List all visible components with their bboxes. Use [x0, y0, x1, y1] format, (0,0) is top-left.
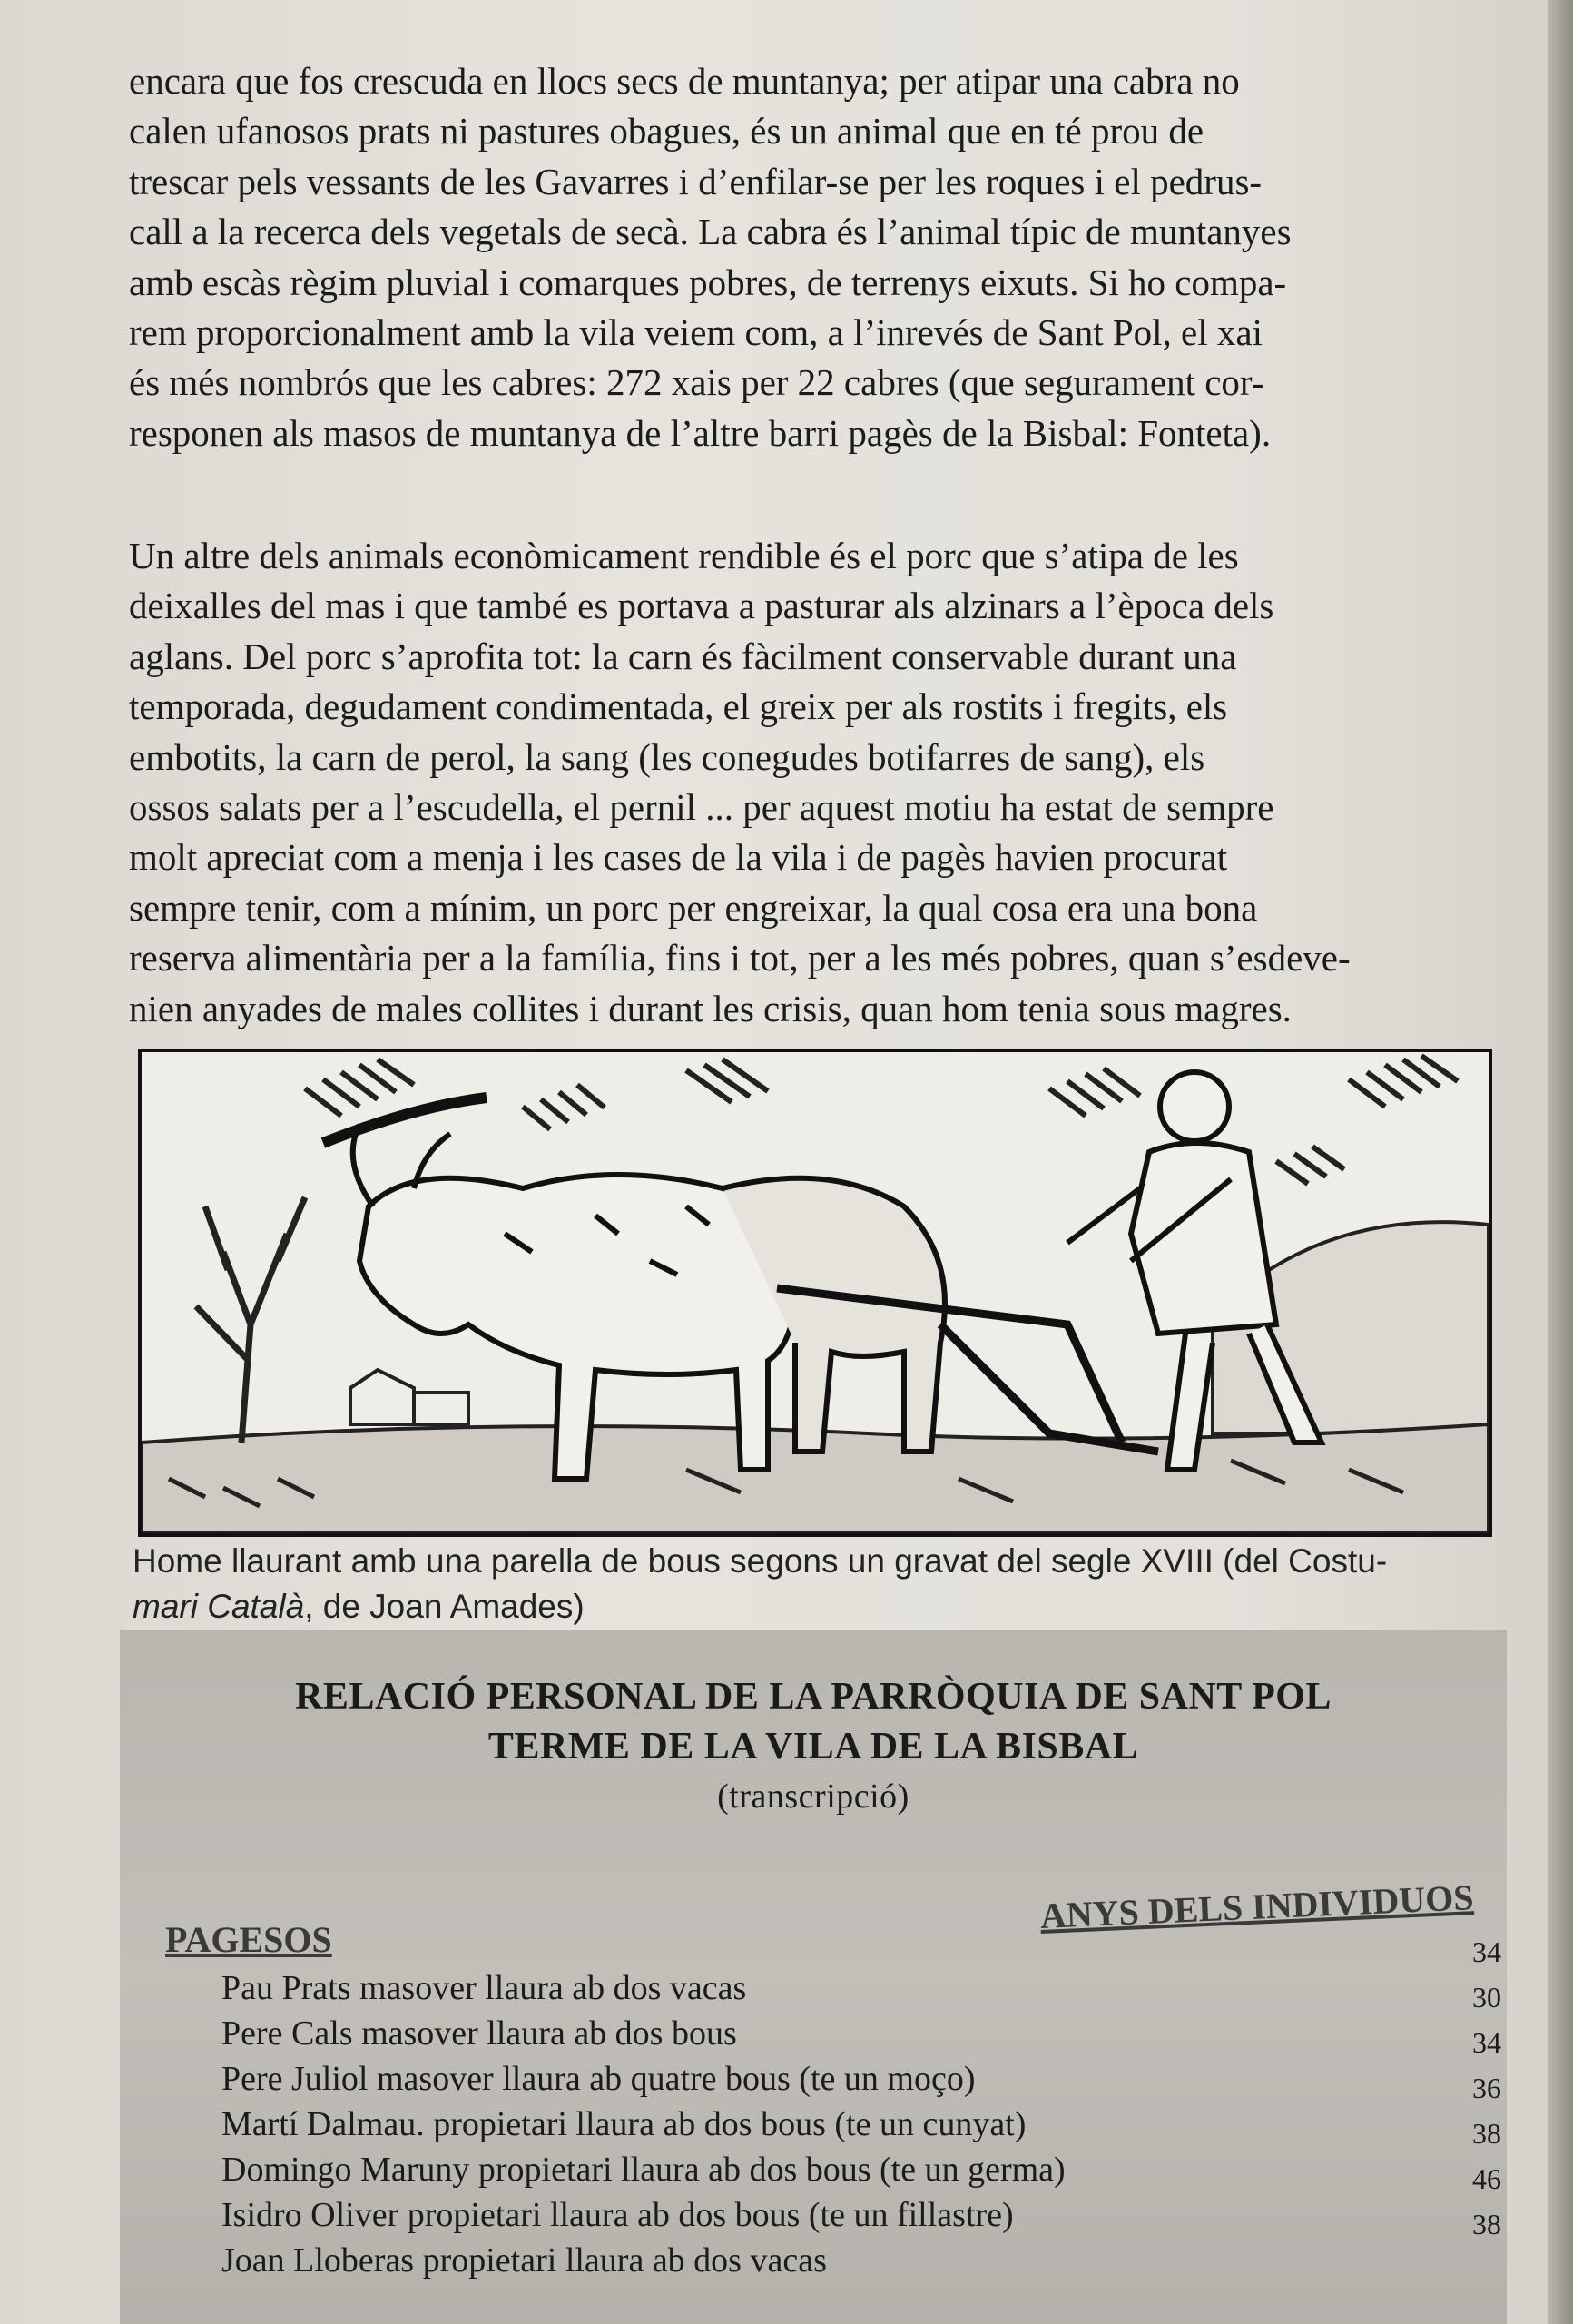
bare-tree	[196, 1197, 305, 1443]
text-line: aglans. Del porc s’aprofita tot: la carn és fàcilment conservable durant una	[129, 635, 1237, 677]
yoke	[323, 1098, 487, 1143]
plowing-engraving	[142, 1052, 1489, 1533]
text-line: molt apreciat com a menja i les cases de la vila i de pagès havien procurat	[129, 836, 1228, 879]
text-line: reserva alimentària per a la família, fins i tot, per a les més pobres, quan s’esdeve-	[129, 937, 1351, 980]
text-line: ossos salats per a l’escudella, el pernil ... per aquest motiu ha estat de sempre	[129, 786, 1274, 829]
figure-caption	[133, 1539, 1503, 1630]
caption-book-title: mari Català	[133, 1588, 305, 1625]
text-line: sempre tenir, com a mínim, un porc per engreixar, la qual cosa era una bona	[129, 886, 1258, 929]
box-subtitle: (transcripció)	[717, 1777, 909, 1816]
row-name: Pau Prats masover llaura ab dos vacas	[221, 1969, 747, 2007]
row-age: 30	[1472, 1981, 1501, 2014]
row-name: Domingo Maruny propietari llaura ab dos bous (te un germa)	[221, 2151, 1066, 2189]
row-age: 34	[1472, 1935, 1501, 1968]
box-title-1: RELACIÓ PERSONAL DE LA PARRÒQUIA DE SANT POL	[295, 1676, 1332, 1718]
census-box	[120, 1630, 1507, 2324]
column-header-farmers: PAGESOS	[165, 1919, 332, 1960]
text-line: embotits, la carn de perol, la sang (les conegudes botifarres de sang), els	[129, 735, 1205, 778]
row-name: Joan Lloberas propietari llaura ab dos vacas	[221, 2241, 827, 2280]
text-line: amb escàs règim pluvial i comarques pobres, de terrenys eixuts. Si ho compa-	[129, 261, 1287, 303]
row-name: Martí Dalmau. propietari llaura ab dos bous (te un cunyat)	[221, 2105, 1027, 2143]
paragraph-goats	[129, 56, 1490, 458]
row-name: Pere Cals masover llaura ab dos bous	[221, 2014, 737, 2053]
text-line: Un altre dels animals econòmicament rendible és el porc que s’atipa de les	[129, 535, 1239, 576]
row-age: 38	[1472, 2117, 1501, 2150]
text-line: trescar pels vessants de les Gavarres i d’enfilar-se per les roques i el pedrus-	[129, 160, 1263, 202]
row-name: Isidro Oliver propietari llaura ab dos bous (te un fillastre)	[221, 2196, 1014, 2234]
text-line: encara que fos crescuda en llocs secs de muntanya; per atipar una cabra no	[129, 60, 1240, 102]
text-line: calen ufanosos prats ni pastures obagues, és un animal que en té prou de	[129, 110, 1204, 153]
page-edge	[1548, 0, 1573, 2324]
row-age: 38	[1472, 2208, 1501, 2240]
row-age: 36	[1472, 2072, 1501, 2104]
caption-line-1: Home llaurant amb una parella de bous segons un gravat del segle XVIII (del Costu-	[133, 1542, 1388, 1580]
column-header-ages: ANYS DELS INDIVIDUOS	[1038, 1876, 1475, 1937]
engraving-illustration	[138, 1049, 1492, 1537]
text-line: rem proporcionalment amb la vila veiem com, a l’inrevés de Sant Pol, el xai	[129, 311, 1263, 354]
row-age: 34	[1472, 2026, 1501, 2059]
caption-author: , de Joan Amades)	[304, 1588, 585, 1625]
box-title-2: TERME DE LA VILA DE LA BISBAL	[487, 1726, 1139, 1768]
sky-hatching	[305, 1056, 1458, 1184]
caption-line-2	[133, 1584, 1503, 1630]
farmhouse	[350, 1370, 468, 1424]
text-line: és més nombrós que les cabres: 272 xais per 22 cabres (que segurament cor-	[129, 361, 1264, 404]
row-name: Pere Juliol masover llaura ab quatre bous (te un moço)	[221, 2060, 976, 2098]
text-line: deixalles del mas i que també es portava a pasturar als alzinars a l’època dels	[129, 585, 1274, 627]
paragraph-pigs	[129, 531, 1490, 1034]
text-line: responen als masos de muntanya de l’altre barri pagès de la Bisbal: Fonteta).	[129, 411, 1272, 454]
census-row	[221, 1935, 1501, 2011]
row-age: 46	[1472, 2162, 1501, 2195]
text-line: nien anyades de males collites i durant les crisis, quan hom tenia sous magres.	[129, 987, 1292, 1029]
text-line: call a la recerca dels vegetals de secà. La cabra és l’animal típic de muntanyes	[129, 211, 1292, 253]
text-line: temporada, degudament condimentada, el greix per als rostits i fregits, els	[129, 685, 1228, 728]
